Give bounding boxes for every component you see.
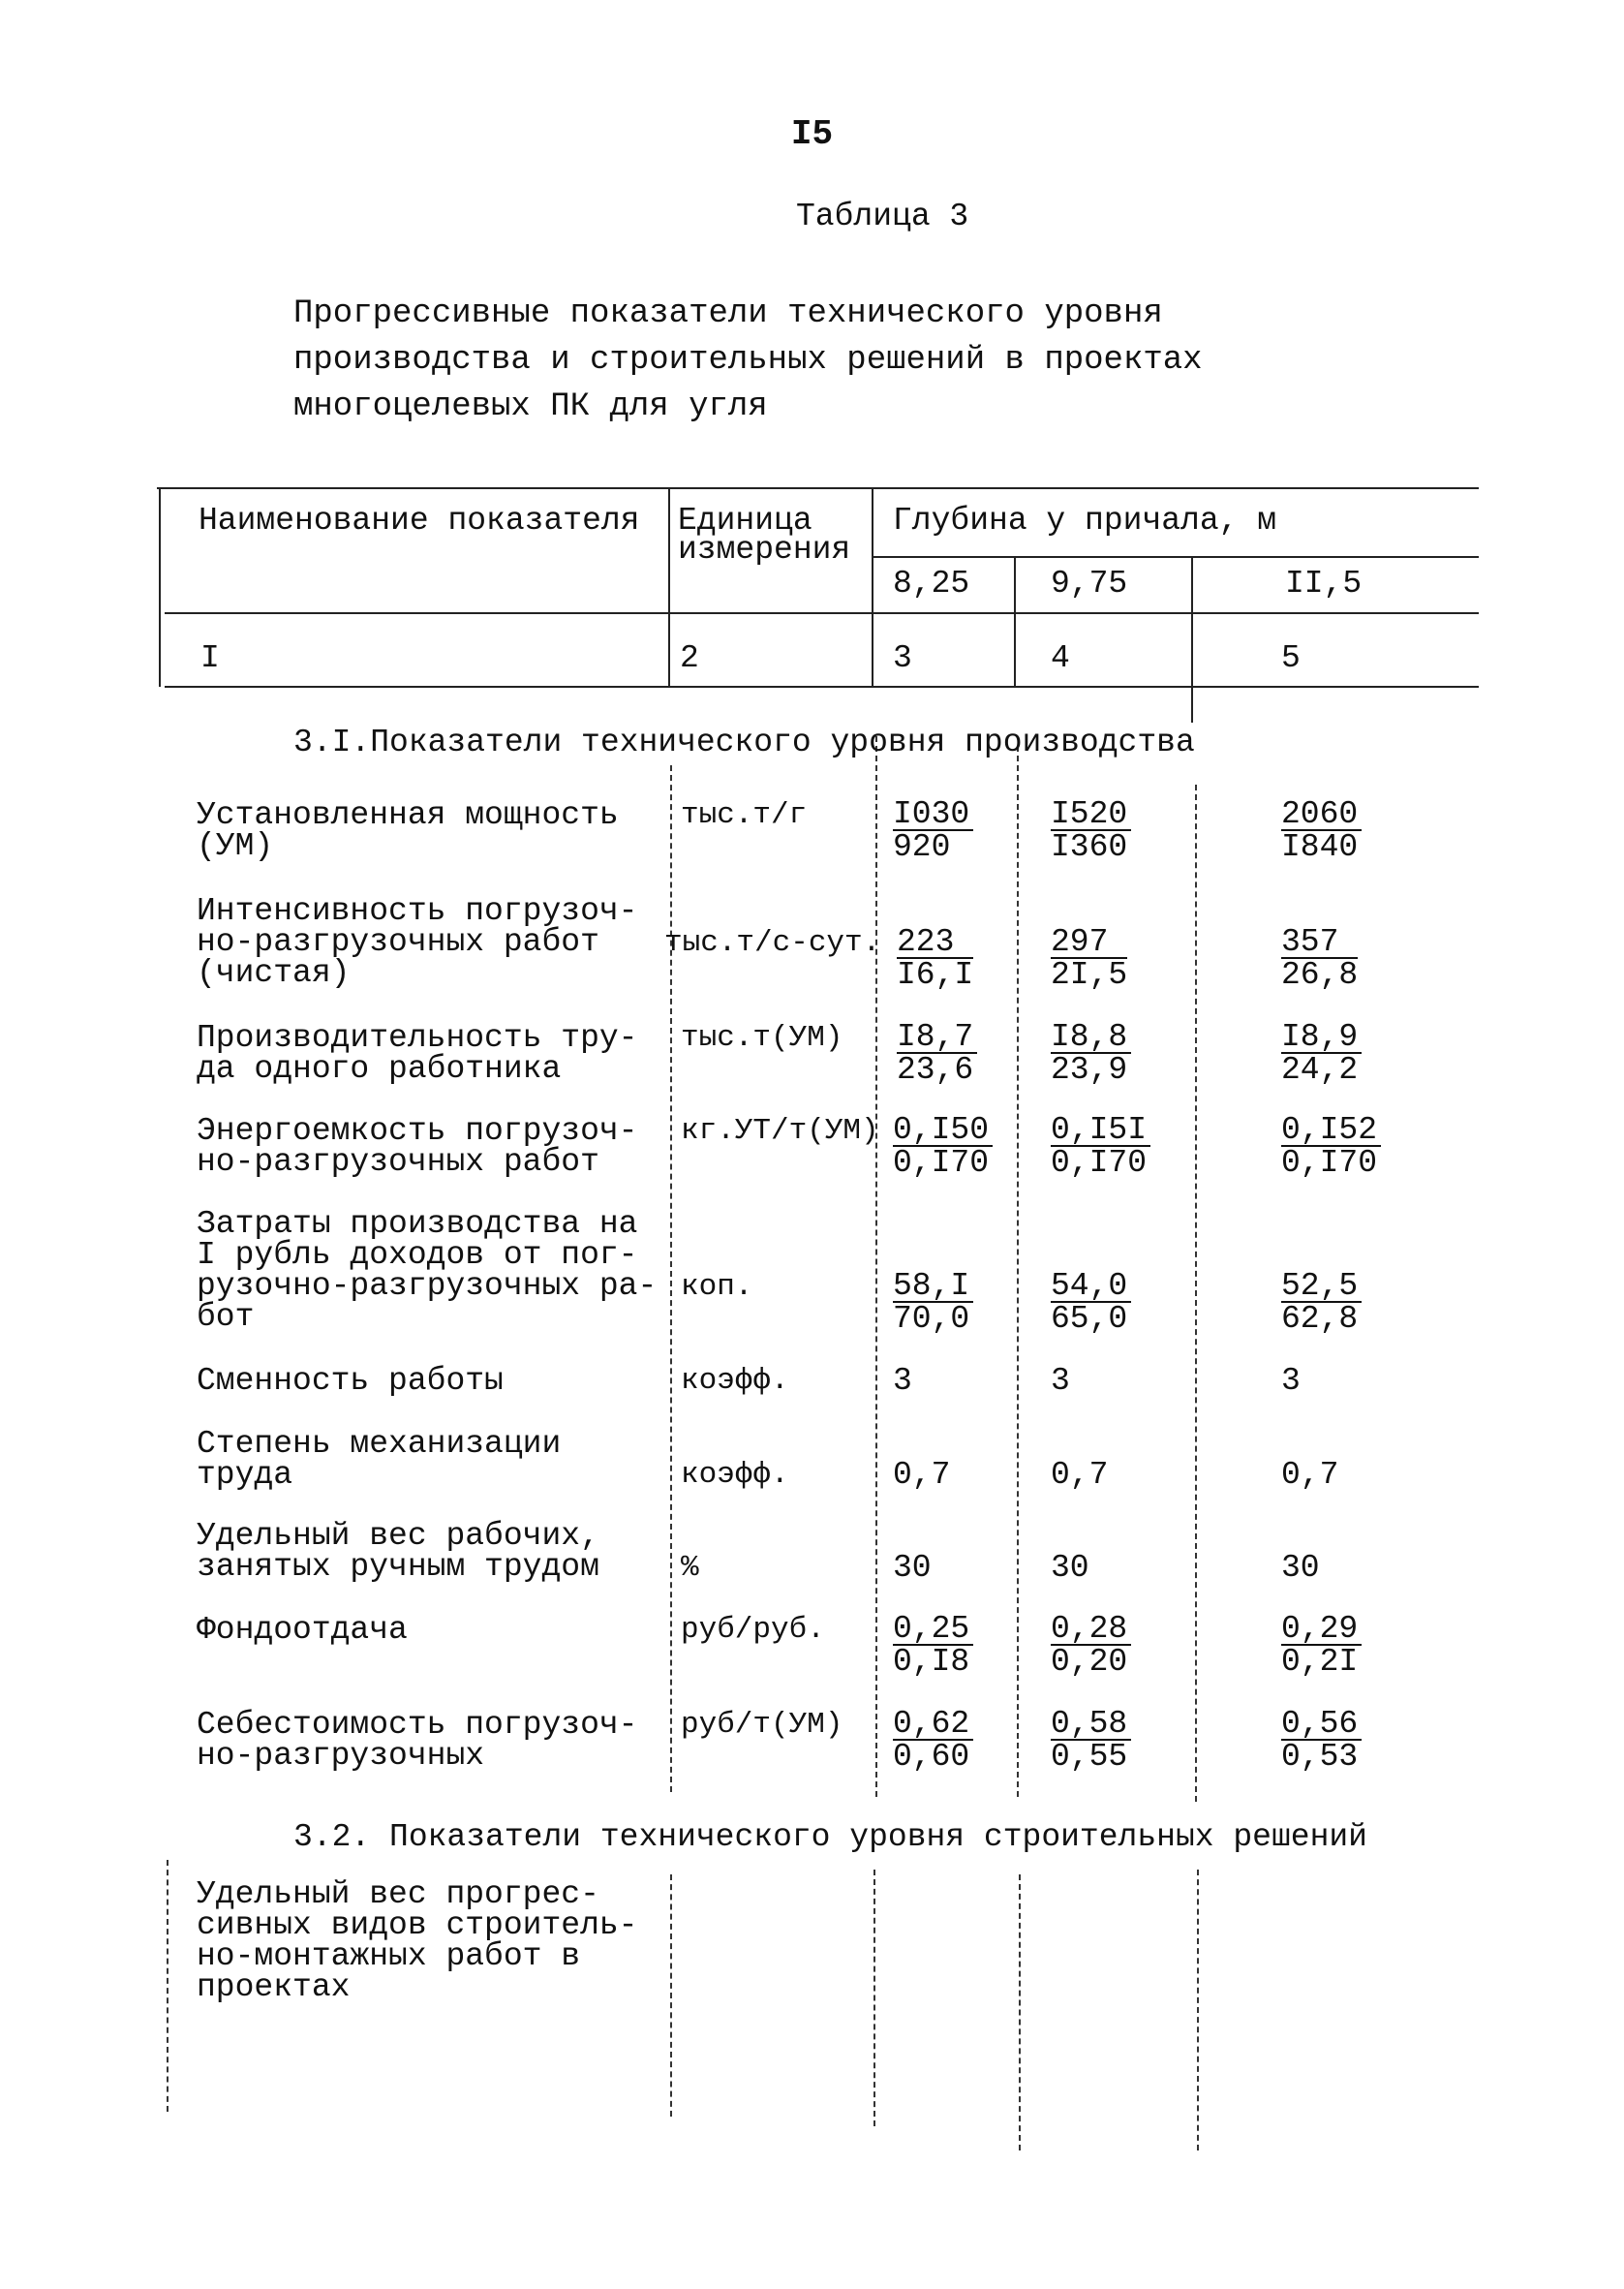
row-label-line: Удельный вес прогрес- <box>197 1876 599 1912</box>
value-denominator: 0,I70 <box>1051 1145 1148 1181</box>
rule-col1 <box>668 487 670 687</box>
value-fraction <box>893 1706 973 1775</box>
row-label-line: Удельный вес рабочих, <box>197 1518 599 1554</box>
header-depth-1: 8,25 <box>893 566 970 602</box>
row-unit: тыс.т/г <box>681 798 808 832</box>
row-label <box>197 1363 504 1399</box>
value-fraction <box>1051 1268 1131 1337</box>
rule-left <box>159 487 161 687</box>
rule-col3-dash <box>1017 746 1019 1797</box>
value-fraction <box>893 1611 973 1680</box>
value-cell: 0,7 <box>1051 1457 1109 1493</box>
rule-col2-dash-2 <box>873 1870 875 2126</box>
row-label <box>197 893 638 991</box>
value-cell: 3 <box>1051 1363 1070 1399</box>
row-label <box>197 1612 408 1648</box>
row-label-line: (чистая) <box>197 955 351 991</box>
value-fraction <box>897 1019 977 1088</box>
row-label <box>197 1876 638 2005</box>
row-label-line: да одного работника <box>197 1051 562 1087</box>
column-number: I <box>200 640 220 676</box>
row-unit: коп. <box>681 1270 753 1304</box>
title-line: производства и строительных решений в проектах <box>293 342 1203 379</box>
row-label <box>197 1206 658 1335</box>
value-fraction <box>893 1268 973 1337</box>
row-label-line: Сменность работы <box>197 1363 504 1399</box>
row-label <box>197 1426 562 1493</box>
page-number: I5 <box>790 114 834 154</box>
row-label-line: Затраты производства на <box>197 1206 638 1242</box>
header-depth-2: 9,75 <box>1051 566 1128 602</box>
column-number: 2 <box>680 640 699 676</box>
value-numerator: 2060 <box>1281 800 1362 831</box>
row-label <box>197 1113 638 1180</box>
value-numerator: 357 <box>1281 928 1358 959</box>
value-denominator: 0,I70 <box>1281 1145 1378 1181</box>
value-numerator: 0,25 <box>893 1615 973 1646</box>
title-line: Прогрессивные показатели технического уровня <box>293 295 1163 332</box>
value-denominator: 0,I70 <box>893 1145 990 1181</box>
rule-col4-dash <box>1195 785 1197 1802</box>
row-label-line: Производительность тру- <box>197 1020 638 1056</box>
value-fraction <box>1051 1611 1131 1680</box>
value-cell: 30 <box>1051 1550 1089 1586</box>
rule-header-bottom <box>165 612 1479 614</box>
row-label-line: Энергоемкость погрузоч- <box>197 1113 638 1149</box>
value-denominator: 23,6 <box>897 1052 974 1088</box>
value-numerator: 0,I52 <box>1281 1116 1381 1147</box>
rule-col2 <box>872 487 873 687</box>
title-line: многоцелевых ПК для угля <box>293 388 768 425</box>
row-label <box>197 1707 638 1774</box>
value-fraction <box>1051 796 1131 865</box>
value-denominator: 920 <box>893 829 951 865</box>
header-unit-1: Единица <box>678 503 812 539</box>
row-unit: тыс.т/с-сут. <box>664 926 881 960</box>
value-fraction <box>1051 1019 1131 1088</box>
value-numerator: I520 <box>1051 800 1131 831</box>
value-denominator: 0,60 <box>893 1739 970 1775</box>
row-label <box>197 1020 638 1087</box>
value-fraction <box>1281 1268 1362 1337</box>
row-label-line: Установленная мощность <box>197 797 619 833</box>
header-depth-3: II,5 <box>1285 566 1363 602</box>
value-cell: 3 <box>893 1363 912 1399</box>
rule-col4 <box>1191 558 1193 723</box>
value-fraction <box>1281 1019 1362 1088</box>
value-fraction <box>893 796 973 865</box>
value-denominator: 65,0 <box>1051 1301 1128 1337</box>
row-label-line: но-монтажных работ в <box>197 1938 581 1974</box>
row-label-line: Интенсивность погрузоч- <box>197 893 638 929</box>
value-fraction <box>1051 1706 1131 1775</box>
row-unit: руб/т(УМ) <box>681 1708 843 1742</box>
value-fraction <box>1281 796 1362 865</box>
section-1-title: 3.I.Показатели технического уровня производства <box>293 725 1195 760</box>
value-denominator: 0,I8 <box>893 1644 970 1680</box>
value-cell: 0,7 <box>893 1457 951 1493</box>
value-numerator: 0,29 <box>1281 1615 1362 1646</box>
rule-depth-under <box>873 556 1479 558</box>
value-fraction <box>1281 1611 1362 1680</box>
value-denominator: 0,55 <box>1051 1739 1128 1775</box>
value-fraction <box>1051 924 1128 993</box>
value-numerator: 0,58 <box>1051 1710 1131 1741</box>
row-label-line: труда <box>197 1457 293 1493</box>
value-denominator: 70,0 <box>893 1301 970 1337</box>
row-label-line: сивных видов строитель- <box>197 1907 638 1943</box>
rule-col2-dash <box>875 736 877 1797</box>
value-numerator: I030 <box>893 800 973 831</box>
value-numerator: 0,28 <box>1051 1615 1131 1646</box>
value-fraction <box>897 924 974 993</box>
value-numerator: 0,62 <box>893 1710 973 1741</box>
value-fraction <box>1281 1112 1381 1181</box>
value-denominator: 62,8 <box>1281 1301 1359 1337</box>
row-label-line: Себестоимость погрузоч- <box>197 1707 638 1743</box>
row-unit: руб/руб. <box>681 1613 825 1647</box>
value-numerator: 58,I <box>893 1272 973 1303</box>
rule-col3-dash-2 <box>1019 1874 1021 2150</box>
value-numerator: 0,56 <box>1281 1710 1362 1741</box>
value-denominator: I360 <box>1051 829 1128 865</box>
column-number: 3 <box>893 640 912 676</box>
row-unit: тыс.т(УМ) <box>681 1021 843 1055</box>
value-numerator: 223 <box>897 928 973 959</box>
row-unit: % <box>681 1551 699 1585</box>
row-label-line: рузочно-разгрузочных ра- <box>197 1268 658 1304</box>
value-numerator: I8,8 <box>1051 1023 1131 1054</box>
value-numerator: 52,5 <box>1281 1272 1362 1303</box>
row-label-line: но-разгрузочных работ <box>197 924 599 960</box>
header-name: Наименование показателя <box>199 503 640 539</box>
row-label-line: I рубль доходов от пог- <box>197 1237 638 1273</box>
value-fraction <box>1051 1112 1150 1181</box>
value-fraction <box>1281 924 1359 993</box>
value-denominator: 0,20 <box>1051 1644 1128 1680</box>
row-label-line: Степень механизации <box>197 1426 562 1462</box>
table-label: Таблица 3 <box>796 199 969 234</box>
value-denominator: 2I,5 <box>1051 957 1128 993</box>
value-denominator: 0,53 <box>1281 1739 1359 1775</box>
value-fraction <box>893 1112 993 1181</box>
value-cell: 0,7 <box>1281 1457 1339 1493</box>
row-label <box>197 797 619 864</box>
value-numerator: I8,9 <box>1281 1023 1362 1054</box>
value-numerator: 0,I50 <box>893 1116 993 1147</box>
rule-numbers-bottom <box>165 686 1479 688</box>
value-numerator: 0,I5I <box>1051 1116 1150 1147</box>
value-cell: 30 <box>1281 1550 1320 1586</box>
rule-col1-dash-2 <box>670 1874 672 2117</box>
value-numerator: 297 <box>1051 928 1127 959</box>
row-unit: кг.УТ/т(УМ) <box>681 1114 879 1148</box>
value-denominator: 0,2I <box>1281 1644 1359 1680</box>
row-label-line: (УМ) <box>197 828 274 864</box>
value-denominator: 23,9 <box>1051 1052 1128 1088</box>
header-depth: Глубина у причала, м <box>893 503 1277 539</box>
rule-col4-dash-2 <box>1197 1870 1199 2150</box>
row-label-line: проектах <box>197 1969 351 2005</box>
value-cell: 30 <box>893 1550 932 1586</box>
rule-col3 <box>1014 558 1016 688</box>
table-title <box>293 291 1203 430</box>
row-unit: коэфф. <box>681 1364 789 1398</box>
value-cell: 3 <box>1281 1363 1301 1399</box>
rule-left-dash <box>167 1860 169 2112</box>
value-numerator: I8,7 <box>897 1023 977 1054</box>
row-label-line: но-разгрузочных работ <box>197 1144 599 1180</box>
row-label-line: бот <box>197 1299 255 1335</box>
value-fraction <box>1281 1706 1362 1775</box>
header-unit-2: измерения <box>678 532 851 568</box>
value-denominator: I6,I <box>897 957 974 993</box>
row-label-line: занятых ручным трудом <box>197 1549 599 1585</box>
column-number: 4 <box>1051 640 1070 676</box>
section-2-title: 3.2. Показатели технического уровня строительных решений <box>293 1819 1367 1855</box>
value-denominator: 24,2 <box>1281 1052 1359 1088</box>
column-number: 5 <box>1281 640 1301 676</box>
rule-col1-dash <box>670 765 672 1792</box>
row-label-line: но-разгрузочных <box>197 1738 485 1774</box>
value-denominator: 26,8 <box>1281 957 1359 993</box>
rule-top <box>157 487 1479 489</box>
row-unit: коэфф. <box>681 1458 789 1492</box>
value-numerator: 54,0 <box>1051 1272 1131 1303</box>
value-denominator: I840 <box>1281 829 1359 865</box>
row-label-line: Фондоотдача <box>197 1612 408 1648</box>
row-label <box>197 1518 599 1585</box>
